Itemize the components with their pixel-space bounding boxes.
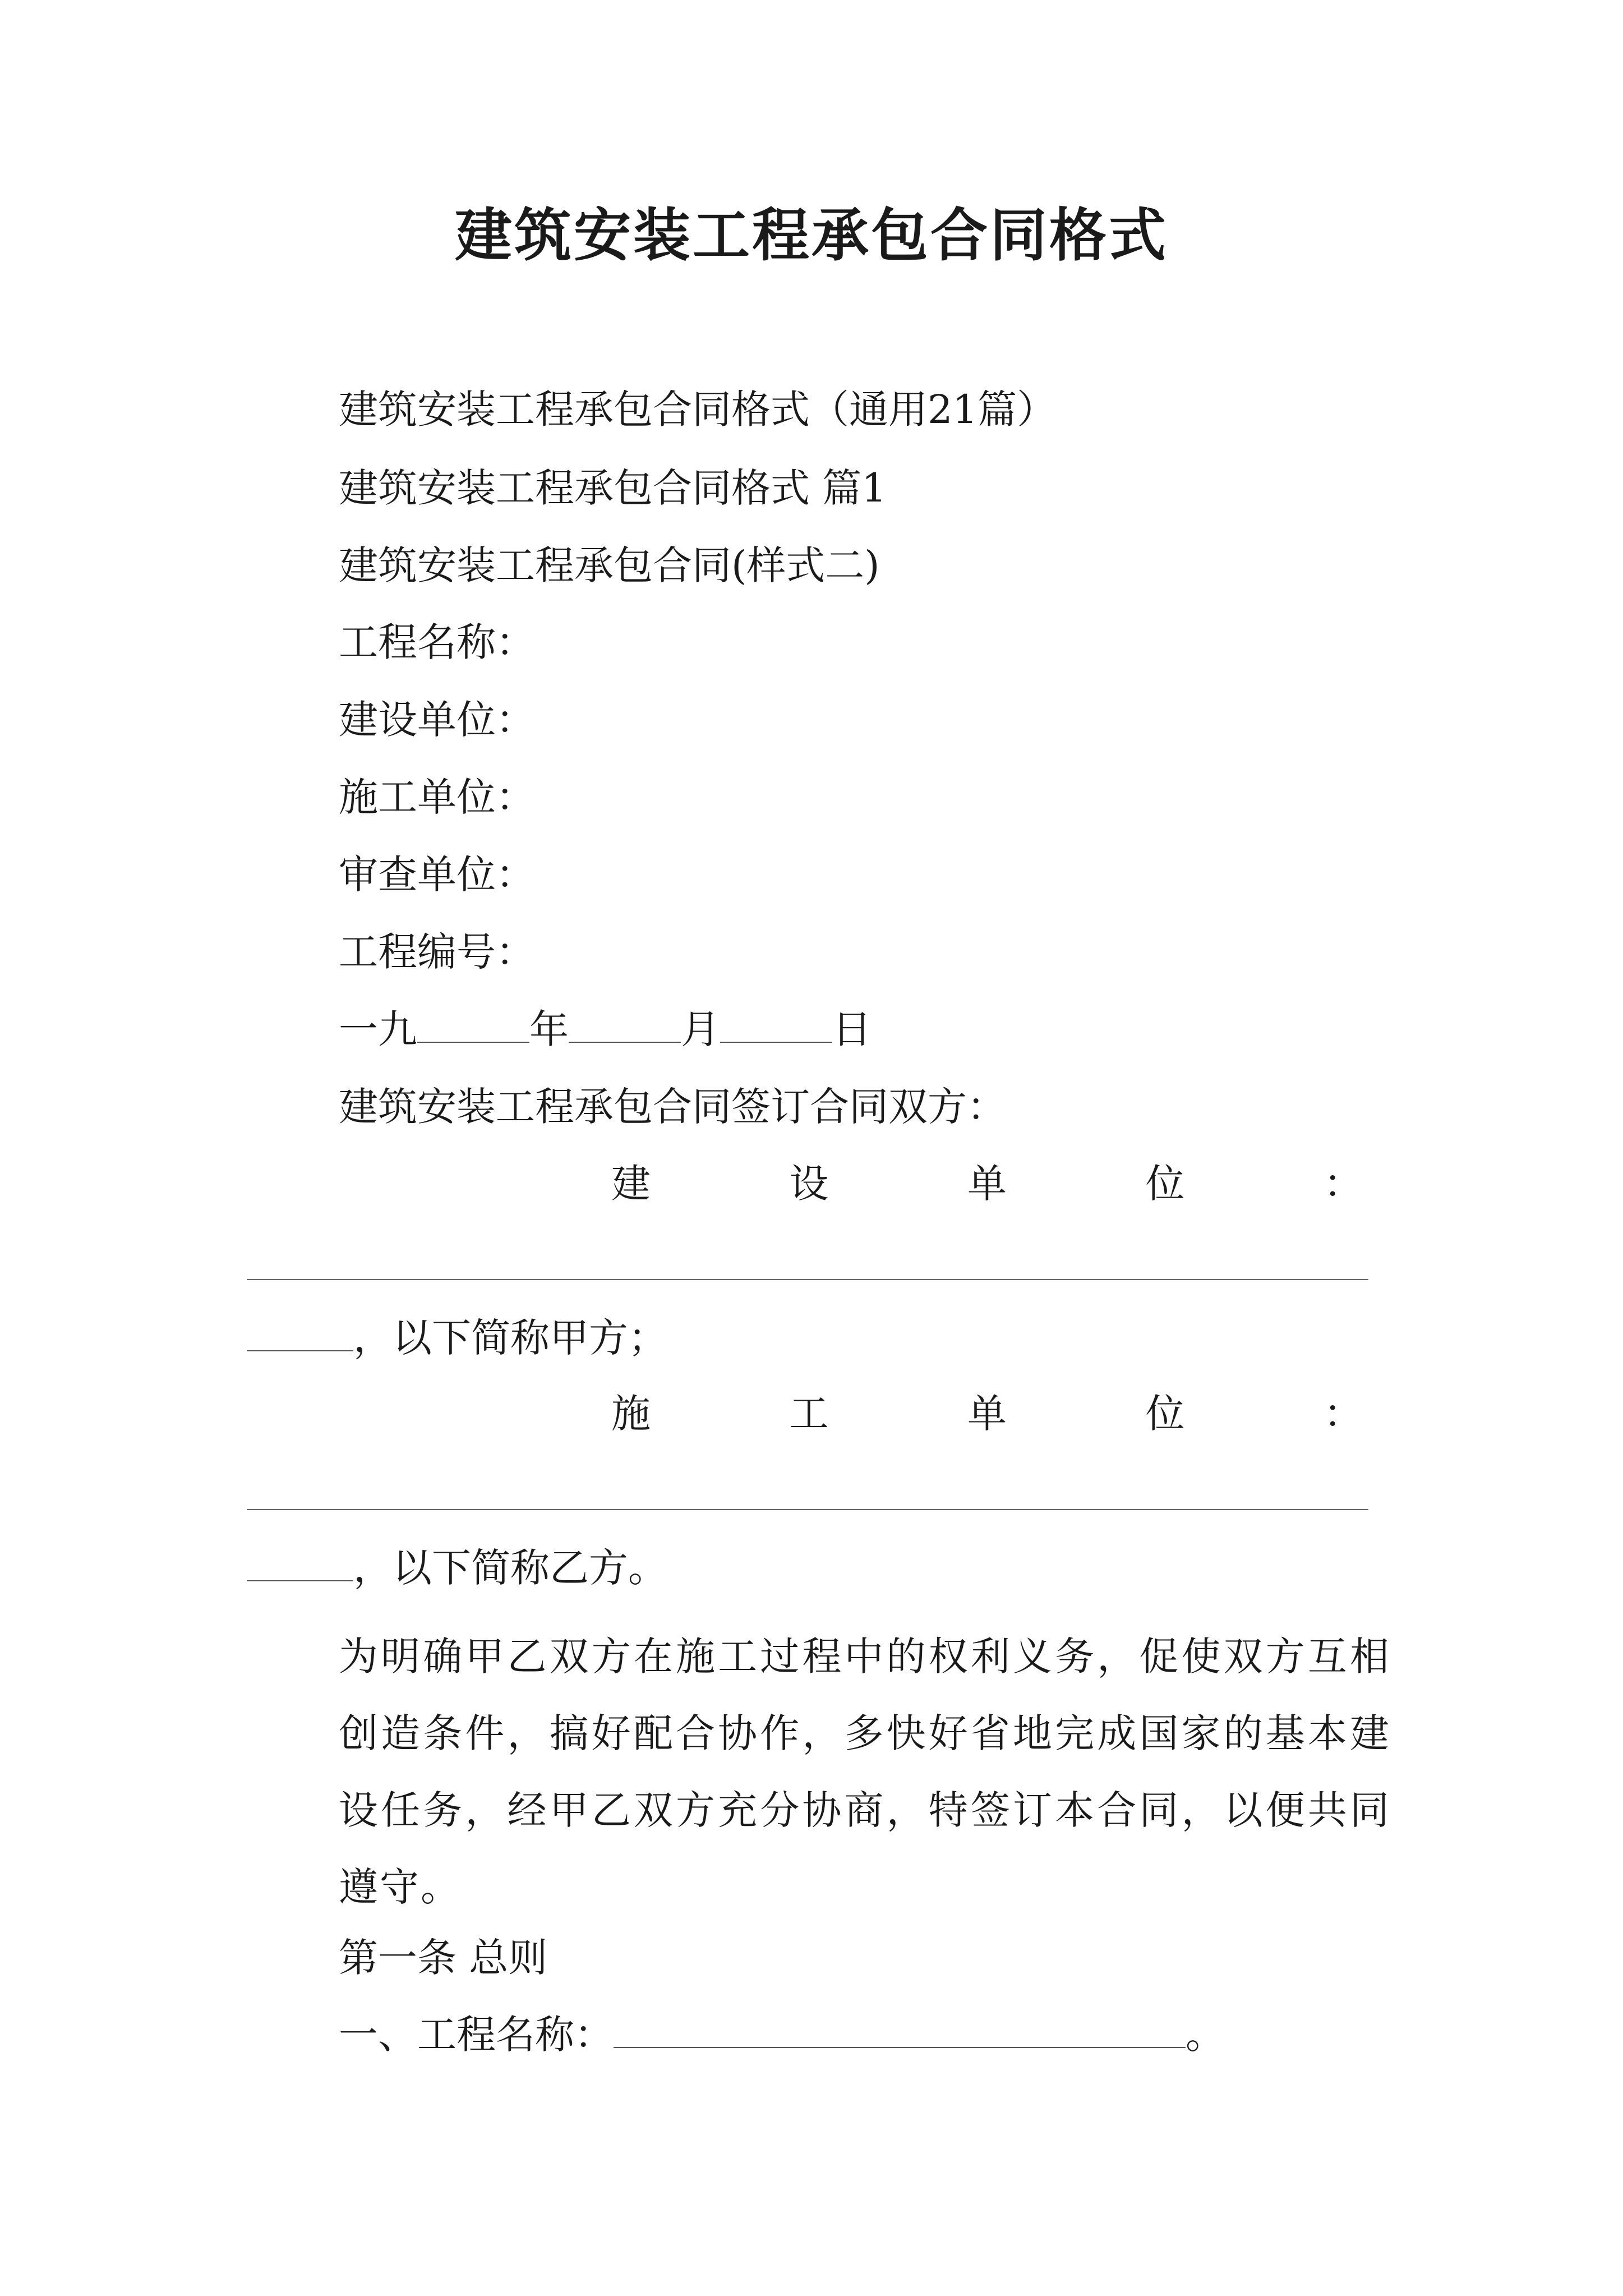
party-a-char: 建 xyxy=(611,1161,651,1207)
date-line xyxy=(339,1001,872,1057)
party-b-char: 工 xyxy=(789,1391,829,1437)
intro-paragraph-text: 为明确甲乙双方在施工过程中的权利义务，促使双方互相创造条件，搞好配合协作，多快好省地完成国家的基本建设任务，经甲乙双方充分协商，特签订本合同，以便共同遵守。 xyxy=(339,1634,1391,1910)
article1-heading: 第一条 总则 xyxy=(339,1935,548,1981)
subtitle-general: 建筑安装工程承包合同格式（通用21篇） xyxy=(339,386,1057,432)
field-project-name: 工程名称： xyxy=(339,619,535,665)
party-b-char: 单 xyxy=(967,1391,1007,1437)
party-a-char: 设 xyxy=(789,1161,829,1207)
date-prefix: 一九 xyxy=(339,1006,417,1052)
party-a-char: 单 xyxy=(967,1161,1007,1207)
party-a-char: ： xyxy=(1324,1161,1363,1207)
day-blank xyxy=(720,1004,832,1043)
party-b-char: 位 xyxy=(1145,1391,1185,1437)
party-b-char: 施 xyxy=(611,1391,651,1437)
project-name-blank xyxy=(614,2009,1186,2048)
article1-item1-label: 一、工程名称： xyxy=(339,2012,614,2058)
intro-paragraph xyxy=(247,1618,1391,1926)
year-blank xyxy=(417,1004,529,1043)
month-blank xyxy=(569,1004,681,1043)
field-builder: 建设单位： xyxy=(339,697,535,743)
date-year: 年 xyxy=(529,1006,569,1052)
party-b-fill-line xyxy=(247,1509,1368,1510)
field-contractor: 施工单位： xyxy=(339,774,535,820)
field-reviewer: 审查单位： xyxy=(339,852,535,898)
parties-heading: 建筑安装工程承包合同签订合同双方： xyxy=(339,1084,1006,1130)
party-a-char: 位 xyxy=(1145,1161,1185,1207)
party-b-suffix-line xyxy=(247,1540,667,1596)
article1-item1 xyxy=(339,2007,1225,2063)
subtitle-sample: 建筑安装工程承包合同(样式二) xyxy=(339,542,880,588)
party-a-blank xyxy=(247,1312,353,1351)
subtitle-part: 建筑安装工程承包合同格式 篇1 xyxy=(339,465,887,511)
party-b-blank xyxy=(247,1542,353,1581)
party-b-char: ： xyxy=(1324,1391,1363,1437)
party-b-label xyxy=(611,1386,1363,1442)
party-a-fill-line xyxy=(247,1279,1368,1280)
party-a-label xyxy=(611,1156,1363,1212)
date-month: 月 xyxy=(681,1006,720,1052)
date-day: 日 xyxy=(832,1006,872,1052)
article1-item1-end: 。 xyxy=(1186,2012,1225,2058)
party-a-suffix: ，以下简称甲方； xyxy=(353,1315,667,1361)
document-title: 建筑安装工程承包合同格式 xyxy=(455,202,1168,269)
field-project-number: 工程编号： xyxy=(339,929,535,975)
party-a-suffix-line xyxy=(247,1310,667,1366)
party-b-suffix: ，以下简称乙方。 xyxy=(353,1545,667,1591)
